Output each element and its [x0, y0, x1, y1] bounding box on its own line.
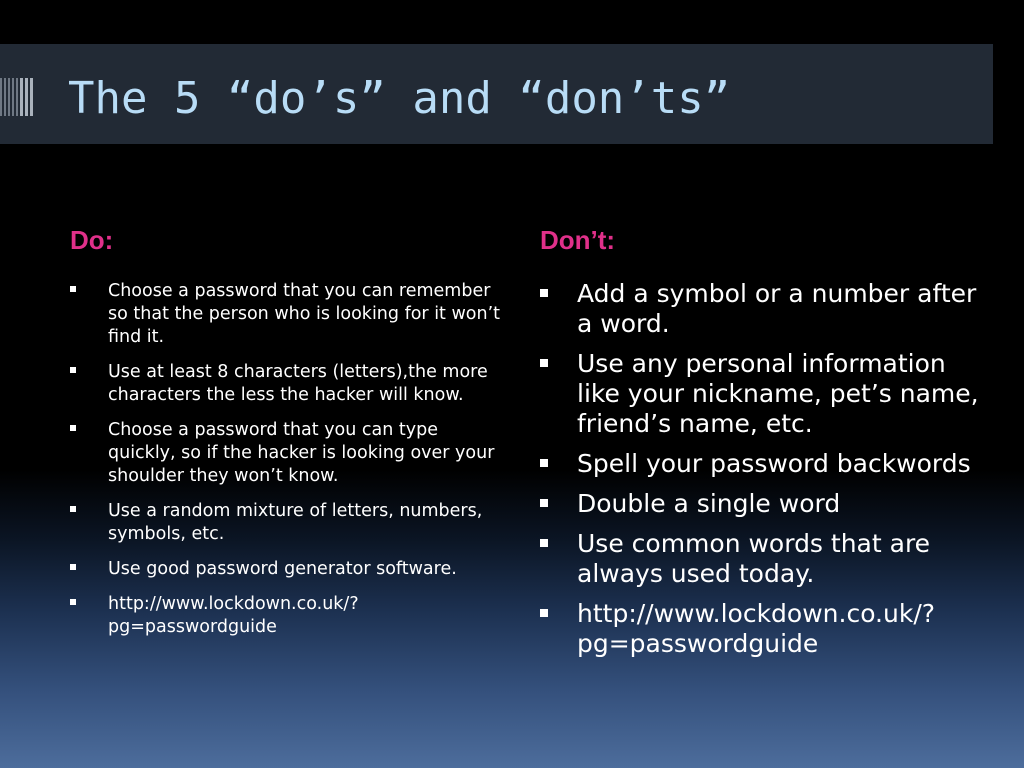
- dont-list-item: [540, 279, 980, 339]
- dont-list-item: [540, 599, 980, 659]
- dont-item-text: Use any personal information like your nickname, pet’s name, friend’s name, etc.: [577, 349, 979, 438]
- do-list-item: [70, 558, 500, 581]
- dont-item-text: Add a symbol or a number after a word.: [577, 279, 977, 338]
- do-list-item: [70, 593, 500, 639]
- square-bullet-icon: [540, 609, 548, 617]
- do-item-text: Use a random mixture of letters, numbers, symbols, etc.: [108, 501, 483, 544]
- do-item-text: Use good password generator software.: [108, 559, 457, 579]
- square-bullet-icon: [540, 459, 548, 467]
- dont-item-text: Spell your password backwords: [577, 449, 971, 478]
- do-heading: Do:: [70, 225, 114, 255]
- do-item-text: Choose a password that you can type quickly, so if the hacker is looking over your shoulder they won’t know.: [108, 420, 495, 486]
- dont-list-item: [540, 449, 980, 479]
- dont-list-item: [540, 489, 980, 519]
- dont-list: [540, 279, 980, 669]
- do-list: [70, 280, 500, 651]
- dont-item-link[interactable]: http://www.lockdown.co.uk/?pg=passwordguide: [577, 599, 936, 658]
- do-item-link[interactable]: http://www.lockdown.co.uk/?pg=passwordguide: [108, 594, 359, 637]
- title-stripes-decoration: [0, 78, 34, 116]
- do-list-item: [70, 280, 500, 349]
- do-list-item: [70, 419, 500, 488]
- square-bullet-icon: [70, 564, 76, 570]
- square-bullet-icon: [540, 499, 548, 507]
- do-item-text: Use at least 8 characters (letters),the more characters the less the hacker will know.: [108, 362, 488, 405]
- do-list-item: [70, 500, 500, 546]
- page-title: The 5 “do’s” and “don’ts”: [68, 73, 731, 124]
- dont-item-text: Double a single word: [577, 489, 841, 518]
- dont-heading: Don’t:: [540, 225, 616, 255]
- dont-list-item: [540, 349, 980, 439]
- square-bullet-icon: [540, 359, 548, 367]
- do-list-item: [70, 361, 500, 407]
- square-bullet-icon: [70, 367, 76, 373]
- square-bullet-icon: [70, 286, 76, 292]
- dont-list-item: [540, 529, 980, 589]
- square-bullet-icon: [70, 425, 76, 431]
- do-item-text: Choose a password that you can remember so that the person who is looking for it won’t find it.: [108, 281, 501, 347]
- square-bullet-icon: [540, 289, 548, 297]
- square-bullet-icon: [70, 506, 76, 512]
- square-bullet-icon: [70, 599, 76, 605]
- dont-item-text: Use common words that are always used today.: [577, 529, 931, 588]
- square-bullet-icon: [540, 539, 548, 547]
